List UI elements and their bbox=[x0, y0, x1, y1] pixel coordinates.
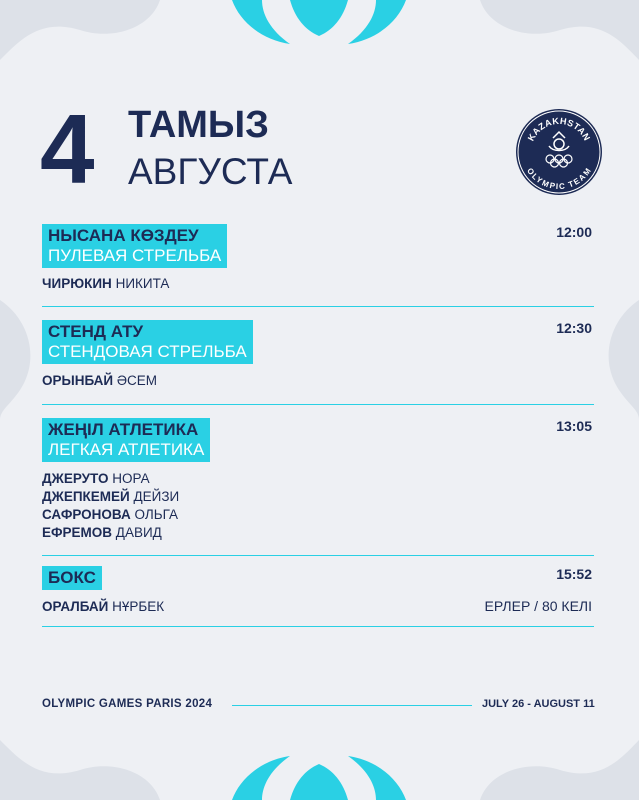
kazakhstan-olympic-team-logo bbox=[515, 108, 603, 196]
day-number: 4 bbox=[40, 94, 93, 204]
athlete-first-name: НОРА bbox=[112, 471, 150, 486]
athlete-entry bbox=[42, 488, 179, 506]
athlete-first-name: ОЛЬГА bbox=[134, 507, 179, 522]
event-title-kz: СТЕНД АТУ bbox=[48, 322, 144, 341]
logo-top-text: KAZAKHSTAN bbox=[525, 115, 593, 143]
athlete-entry bbox=[42, 598, 164, 616]
event-skeet bbox=[42, 320, 598, 396]
athlete-list bbox=[42, 372, 157, 390]
footer-divider bbox=[232, 705, 472, 706]
athlete-last-name: ДЖЕПКЕМЕЙ bbox=[42, 489, 130, 504]
athlete-last-name: ЕФРЕМОВ bbox=[42, 525, 113, 540]
athlete-entry bbox=[42, 372, 157, 390]
athlete-last-name: ДЖЕРУТО bbox=[42, 471, 109, 486]
athlete-list bbox=[42, 470, 179, 542]
divider bbox=[42, 404, 594, 405]
athlete-first-name: ДЕЙЗИ bbox=[133, 489, 180, 504]
weight-category: ЕРЛЕР / 80 КЕЛІ bbox=[484, 598, 592, 614]
athlete-entry bbox=[42, 275, 169, 293]
event-title-ru: ПУЛЕВАЯ СТРЕЛЬБА bbox=[48, 246, 222, 265]
event-time: 12:00 bbox=[556, 224, 592, 240]
athlete-entry bbox=[42, 524, 179, 542]
event-boxing bbox=[42, 566, 598, 626]
athlete-first-name: ДАВИД bbox=[115, 525, 162, 540]
footer-games-title: OLYMPIC GAMES PARIS 2024 bbox=[42, 698, 213, 710]
athlete-first-name: НИКИТА bbox=[115, 276, 170, 291]
event-title-ru: СТЕНДОВАЯ СТРЕЛЬБА bbox=[48, 342, 247, 361]
divider bbox=[42, 626, 594, 627]
event-shooting bbox=[42, 224, 598, 300]
event-title-kz: БОКС bbox=[48, 568, 96, 587]
athlete-last-name: ОРЫНБАЙ bbox=[42, 373, 114, 388]
event-title-kz: ЖЕҢІЛ АТЛЕТИКА bbox=[48, 420, 199, 439]
event-title-ru: ЛЕГКАЯ АТЛЕТИКА bbox=[48, 440, 205, 459]
event-title-tag bbox=[42, 320, 253, 364]
event-title-kz: НЫСАНА КӨЗДЕУ bbox=[48, 226, 199, 245]
athlete-last-name: ЧИРЮКИН bbox=[42, 276, 112, 291]
event-athletics bbox=[42, 418, 598, 548]
athlete-last-name: САФРОНОВА bbox=[42, 507, 131, 522]
event-title-tag bbox=[42, 566, 102, 590]
logo-bottom-text: OLYMPIC TEAM bbox=[525, 166, 593, 192]
athlete-entry bbox=[42, 470, 179, 488]
athlete-first-name: НҰРБЕК bbox=[112, 599, 165, 614]
event-title-tag bbox=[42, 224, 227, 268]
footer-dates: JULY 26 - AUGUST 11 bbox=[482, 698, 595, 710]
event-time: 13:05 bbox=[556, 418, 592, 434]
divider bbox=[42, 555, 594, 556]
athlete-list bbox=[42, 275, 169, 293]
event-title-tag bbox=[42, 418, 210, 462]
athlete-list bbox=[42, 598, 164, 616]
athlete-first-name: ӘСЕМ bbox=[116, 373, 158, 388]
event-time: 15:52 bbox=[556, 566, 592, 582]
event-time: 12:30 bbox=[556, 320, 592, 336]
athlete-entry bbox=[42, 506, 179, 524]
athlete-last-name: ОРАЛБАЙ bbox=[42, 599, 109, 614]
month-kz: ТАМЫЗ bbox=[128, 104, 269, 146]
month-ru: АВГУСТА bbox=[128, 151, 293, 192]
divider bbox=[42, 306, 594, 307]
